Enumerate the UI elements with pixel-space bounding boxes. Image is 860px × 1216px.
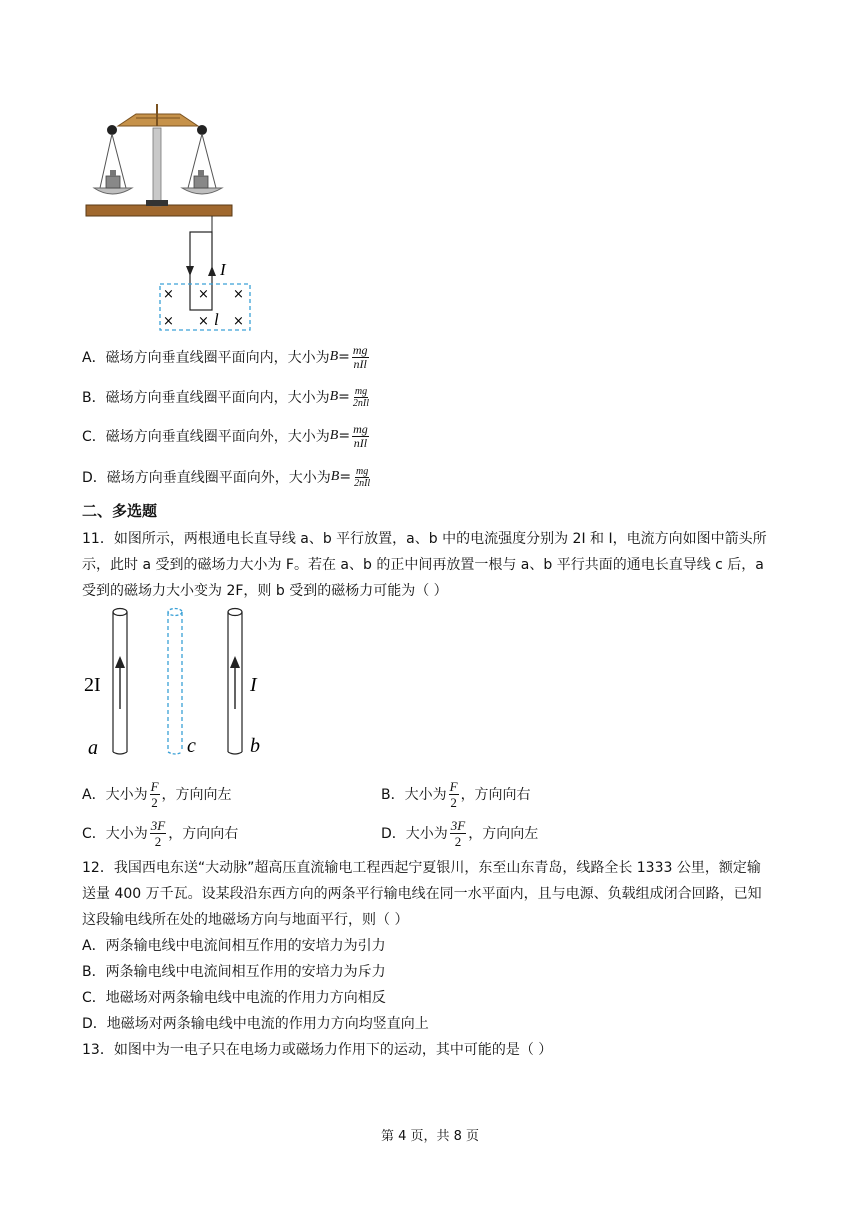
field-cross: × [163,287,174,302]
fraction: $\frac{mg}{\text{nIl}}$ [353,421,368,450]
field-cross: × [233,287,244,302]
field-cross: × [198,287,209,302]
q10-option-b: B．磁场方向垂直线圈平面向内，大小为 B = $\frac{mg}{\text{2nIl}}$ [82,385,370,409]
field-cross: × [233,314,244,329]
q11-option-d: D．大小为 $\frac{3F}{2}$ ，方向向左 [381,817,539,849]
q11-line-3: 受到的磁场力大小变为 2F，则 b 受到的磁杨力可能为（ ） [82,583,448,599]
q13-text: 13．如图中为一电子只在电场力或磁场力作用下的运动，其中可能的是（ ） [82,1042,553,1058]
q12-line-1: 12．我国西电东送“大动脉”超高压直流输电工程西起宁夏银川，东至山东青岛，线路全长 1333 公里，额定输 [82,860,761,876]
wire-b-label: b [250,735,260,757]
field-cross: × [163,314,174,329]
q12-option-b: B．两条输电线中电流间相互作用的安培力为斥力 [82,964,386,980]
length-label: l [214,310,219,329]
fraction: $\frac{mg}{\text{nIl}}$ [352,342,368,371]
q12-option-a: A．两条输电线中电流间相互作用的安培力为引力 [82,938,386,954]
wire-a-label: a [88,737,98,759]
q11-line-1: 11．如图所示，两根通电长直导线 a、b 平行放置，a、b 中的电流强度分别为 2I 和 I，电流方向如图中箭头所 [82,531,767,547]
q12-line-3: 这段输电线所在处的地磁场方向与地面平行，则（ ） [82,912,409,928]
q11-line-2: 示，此时 a 受到的磁场力大小为 F。若在 a、b 的正中间再放置一根与 a、b 平行共面的通电长直导线 c 后，a [82,557,764,573]
q10-option-d: D．磁场方向垂直线圈平面向外，大小为 B = $\frac{mg}{\text{2nIl}}$ [82,465,371,489]
fraction: $\frac{F}{2}$ [449,778,458,810]
q11-option-b: B．大小为 $\frac{F}{2}$ ，方向向右 [381,778,531,810]
section-title: 二、多选题 [82,502,158,520]
q10-option-a: A．磁场方向垂直线圈平面向内，大小为 B = $\frac{mg}{\text{nIl}}$ [82,342,368,371]
q12-line-2: 送量 400 万千瓦。设某段沿东西方向的两条平行输电线在同一水平面内，且与电源、负载组成闭合回路，已知 [82,886,762,902]
wires-figure [80,604,280,764]
fraction: $\frac{mg}{\text{2nIl}}$ [354,465,371,489]
wire-c-label: c [187,735,196,757]
page-footer: 第 4 页，共 8 页 [380,1129,480,1144]
fraction: $\frac{F}{2}$ [150,778,159,810]
q11-option-a: A．大小为 $\frac{F}{2}$ ，方向向左 [82,778,232,810]
fraction: $\frac{3F}{2}$ [450,817,466,849]
current-label: I [220,260,226,279]
q10-option-c: C．磁场方向垂直线圈平面向外，大小为 B = $\frac{mg}{\text{nIl}}$ [82,421,368,450]
fraction: $\frac{mg}{\text{2nIl}}$ [352,385,370,409]
wire-a-current: 2I [84,674,101,696]
q12-option-d: D．地磁场对两条输电线中电流的作用力方向均竖直向上 [82,1016,429,1032]
balance-figure [80,100,260,335]
fraction: $\frac{3F}{2}$ [150,817,166,849]
wire-b-current: I [250,674,257,696]
q12-option-c: C．地磁场对两条输电线中电流的作用力方向相反 [82,990,386,1006]
field-cross: × [198,314,209,329]
q11-option-c: C．大小为 $\frac{3F}{2}$ ，方向向右 [82,817,239,849]
